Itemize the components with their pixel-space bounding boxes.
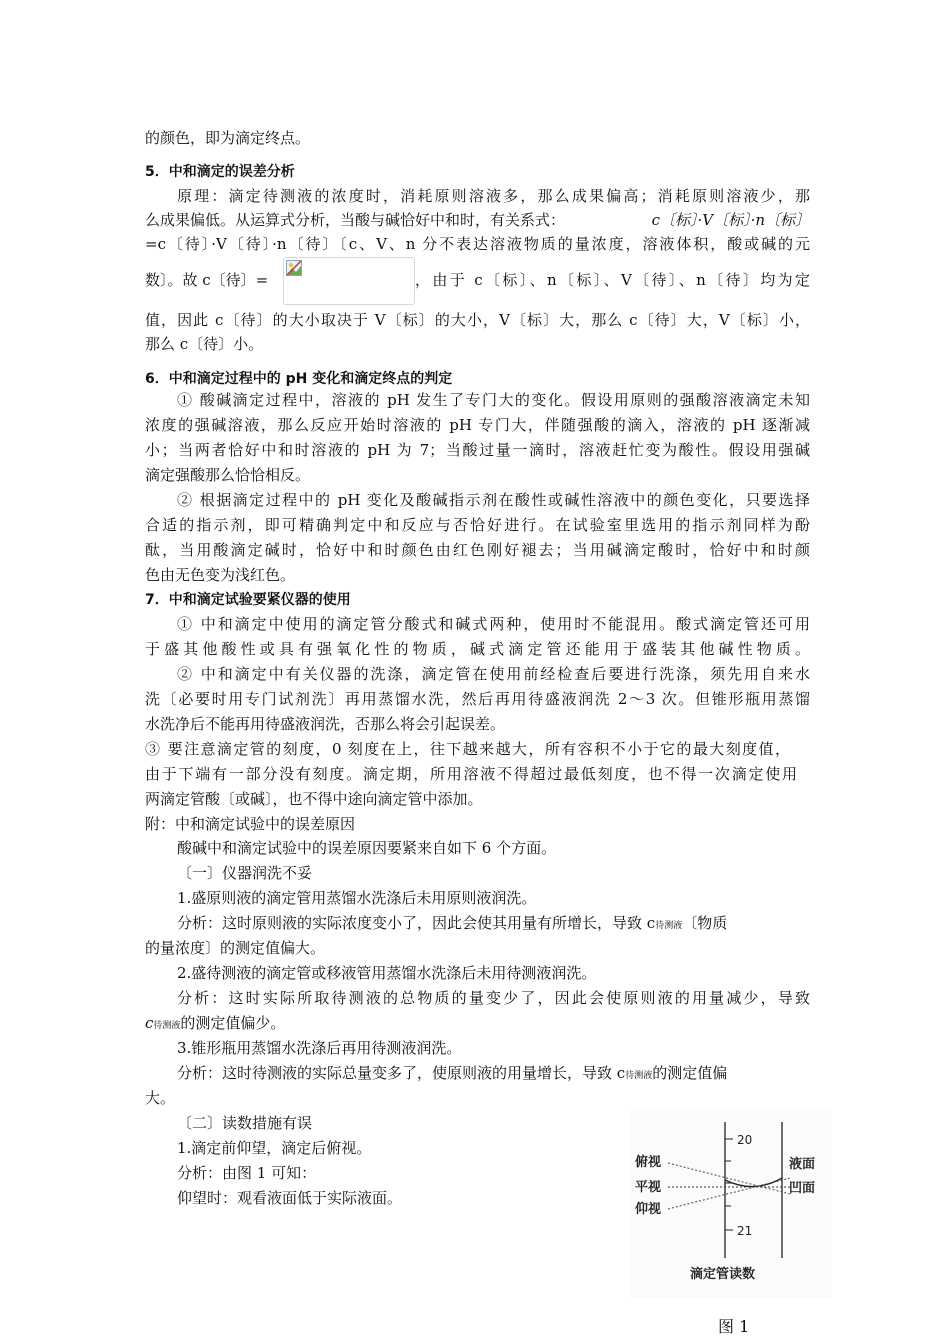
text-span: 么成果偏低。从运算式分析，当酸与碱恰好中和时，有关系式：	[145, 211, 566, 229]
tick-label-20: 20	[737, 1133, 753, 1147]
subscript: 待测液	[153, 1021, 181, 1031]
text-line: 酞，当用酸滴定碱时，恰好中和时颜色由红色刚好褪去；当用碱滴定酸时，恰好中和时颜	[145, 541, 810, 559]
text-line: ① 酸碱滴定过程中，溶液的 pH 发生了专门大的变化。假设用原则的强酸溶液滴定未知	[177, 391, 810, 409]
text-line	[177, 914, 810, 935]
text-line	[145, 211, 810, 229]
figure-caption: 图 1	[718, 1317, 750, 1336]
label-aomian: 凹面	[789, 1181, 816, 1196]
graduation-ticks	[725, 1139, 733, 1230]
text-line: 分析：由图 1 可知：	[177, 1164, 317, 1182]
section-heading-6: 6．中和滴定过程中的 pH 变化和滴定终点的判定	[145, 371, 453, 387]
text-line: 浓度的强碱溶液，那么反应开始时溶液的 pH 专门大，伴随强酸的滴入，溶液的 pH 逐渐减	[145, 416, 810, 434]
text-span: 分析：这时原则液的实际浓度变小了，因此会使其用量有所增长，导致 c	[177, 914, 656, 932]
text-line: 原理：滴定待测液的浓度时，消耗原则溶液多，那么成果偏高；消耗原则溶液少，那	[177, 187, 810, 205]
text-line	[177, 1064, 810, 1085]
text-line: ，由于 c〔标〕、n〔标〕、V〔待〕、n〔待〕均为定	[415, 271, 810, 289]
subscript: 待测液	[625, 1071, 653, 1081]
text-line: 附：中和滴定试验中的误差原因	[145, 815, 356, 833]
text-line: 水洗净后不能再用待盛液润洗，否那么将会引起误差。	[145, 715, 506, 733]
text-line: =c〔待〕·V〔待〕·n〔待〕〔c、V、n 分不表达溶液物质的量浓度，溶液体积，酸或碱的元	[145, 235, 810, 253]
burette-reading-figure	[630, 1108, 832, 1298]
text-line: 分析：这时实际所取待测液的总物质的量变少了，因此会使原则液的用量减少，导致	[177, 989, 810, 1007]
text-line: 3.锥形瓶用蒸馏水洗涤后再用待测液润洗。	[177, 1039, 462, 1057]
text-line	[145, 1014, 810, 1035]
variable: c	[145, 1014, 154, 1032]
text-line: 的颜色，即为滴定终点。	[145, 129, 311, 147]
text-line: 仰望时：观看液面低于实际液面。	[177, 1189, 403, 1207]
text-line: 于盛其他酸性或具有强氧化性的物质，碱式滴定管还能用于盛装其他碱性物质。	[145, 640, 810, 658]
text-line: 1.盛原则液的滴定管用蒸馏水洗涤后未用原则液润洗。	[177, 889, 537, 907]
formula-span: c〔标〕·V〔标〕·n〔标〕	[651, 211, 810, 229]
text-line: 的量浓度〕的测定值偏大。	[145, 939, 326, 957]
text-line: 〔一〕仪器润洗不妥	[177, 864, 313, 882]
label-yangshi: 仰视	[635, 1202, 662, 1217]
text-line: 洗〔必要时用专门试剂洗〕再用蒸馏水洗，然后再用待盛液润洗 2～3 次。但锥形瓶用蒸馏	[145, 690, 810, 708]
text-line: 〔二〕读数措施有误	[177, 1114, 313, 1132]
subscript: 待测液	[655, 921, 683, 931]
text-line: 滴定强酸那么恰恰相反。	[145, 466, 311, 484]
text-line: 由于下端有一部分没有刻度。滴定期，所用溶液不得超过最低刻度，也不得一次滴定使用	[145, 765, 797, 783]
section-heading-7: 7．中和滴定试验要紧仪器的使用	[145, 592, 351, 608]
text-line: 那么 c〔待〕小。	[145, 335, 264, 353]
text-span: 分析：这时待测液的实际总量变多了，使原则液的用量增长，导致 c	[177, 1064, 626, 1082]
formula-image-placeholder	[283, 257, 415, 305]
text-span: 〔物质	[682, 914, 728, 932]
section-heading-5: 5．中和滴定的误差分析	[145, 164, 295, 180]
text-line: 色由无色变为浅红色。	[145, 566, 296, 584]
text-line: 2.盛待测液的滴定管或移液管用蒸馏水洗涤后未用待测液润洗。	[177, 964, 597, 982]
burette-diagram	[630, 1108, 832, 1298]
text-line: ③ 要注意滴定管的刻度，0 刻度在上，往下越来越大，所有容积不小于它的最大刻度值，	[145, 740, 790, 758]
tick-label-21: 21	[737, 1224, 753, 1238]
sightline-fushi	[668, 1163, 790, 1194]
text-line: 合适的指示剂，即可精确判定中和反应与否恰好进行。在试验室里选用的指示剂同样为酚	[145, 516, 810, 534]
broken-image-icon	[286, 260, 302, 276]
text-line: 酸碱中和滴定试验中的误差原因要紧来自如下 6 个方面。	[177, 839, 557, 857]
text-span: 的测定值偏少。	[180, 1014, 286, 1032]
text-line: 大。	[145, 1089, 176, 1107]
text-line: ① 中和滴定中使用的滴定管分酸式和碱式两种，使用时不能混用。酸式滴定管还可用	[177, 615, 810, 633]
text-span: 的测定值偏	[652, 1064, 728, 1082]
text-line: ② 根据滴定过程中的 pH 变化及酸碱指示剂在酸性或碱性溶液中的颜色变化，只要选择	[177, 491, 810, 509]
text-line: 两滴定管酸〔或碱〕，也不得中途向滴定管中添加。	[145, 790, 483, 808]
text-line: 1.滴定前仰望，滴定后俯视。	[177, 1139, 372, 1157]
text-line: 数〕。故 c〔待〕=	[145, 271, 269, 289]
figure-title: 滴定管读数	[690, 1267, 756, 1282]
label-yemian: 液面	[789, 1157, 816, 1172]
label-pingshi: 平视	[635, 1180, 662, 1195]
text-line: 值，因此 c〔待〕的大小取决于 V〔标〕的大小，V〔标〕大，那么 c〔待〕大，V〔标〕小，	[145, 311, 810, 329]
text-line: ② 中和滴定中有关仪器的洗涤，滴定管在使用前经检查后要进行洗涤，须先用自来水	[177, 665, 810, 683]
label-fushi: 俯视	[635, 1155, 662, 1170]
text-line: 小；当两者恰好中和时溶液的 pH 为 7；当酸过量一滴时，溶液赶忙变为酸性。假设用强碱	[145, 441, 810, 459]
